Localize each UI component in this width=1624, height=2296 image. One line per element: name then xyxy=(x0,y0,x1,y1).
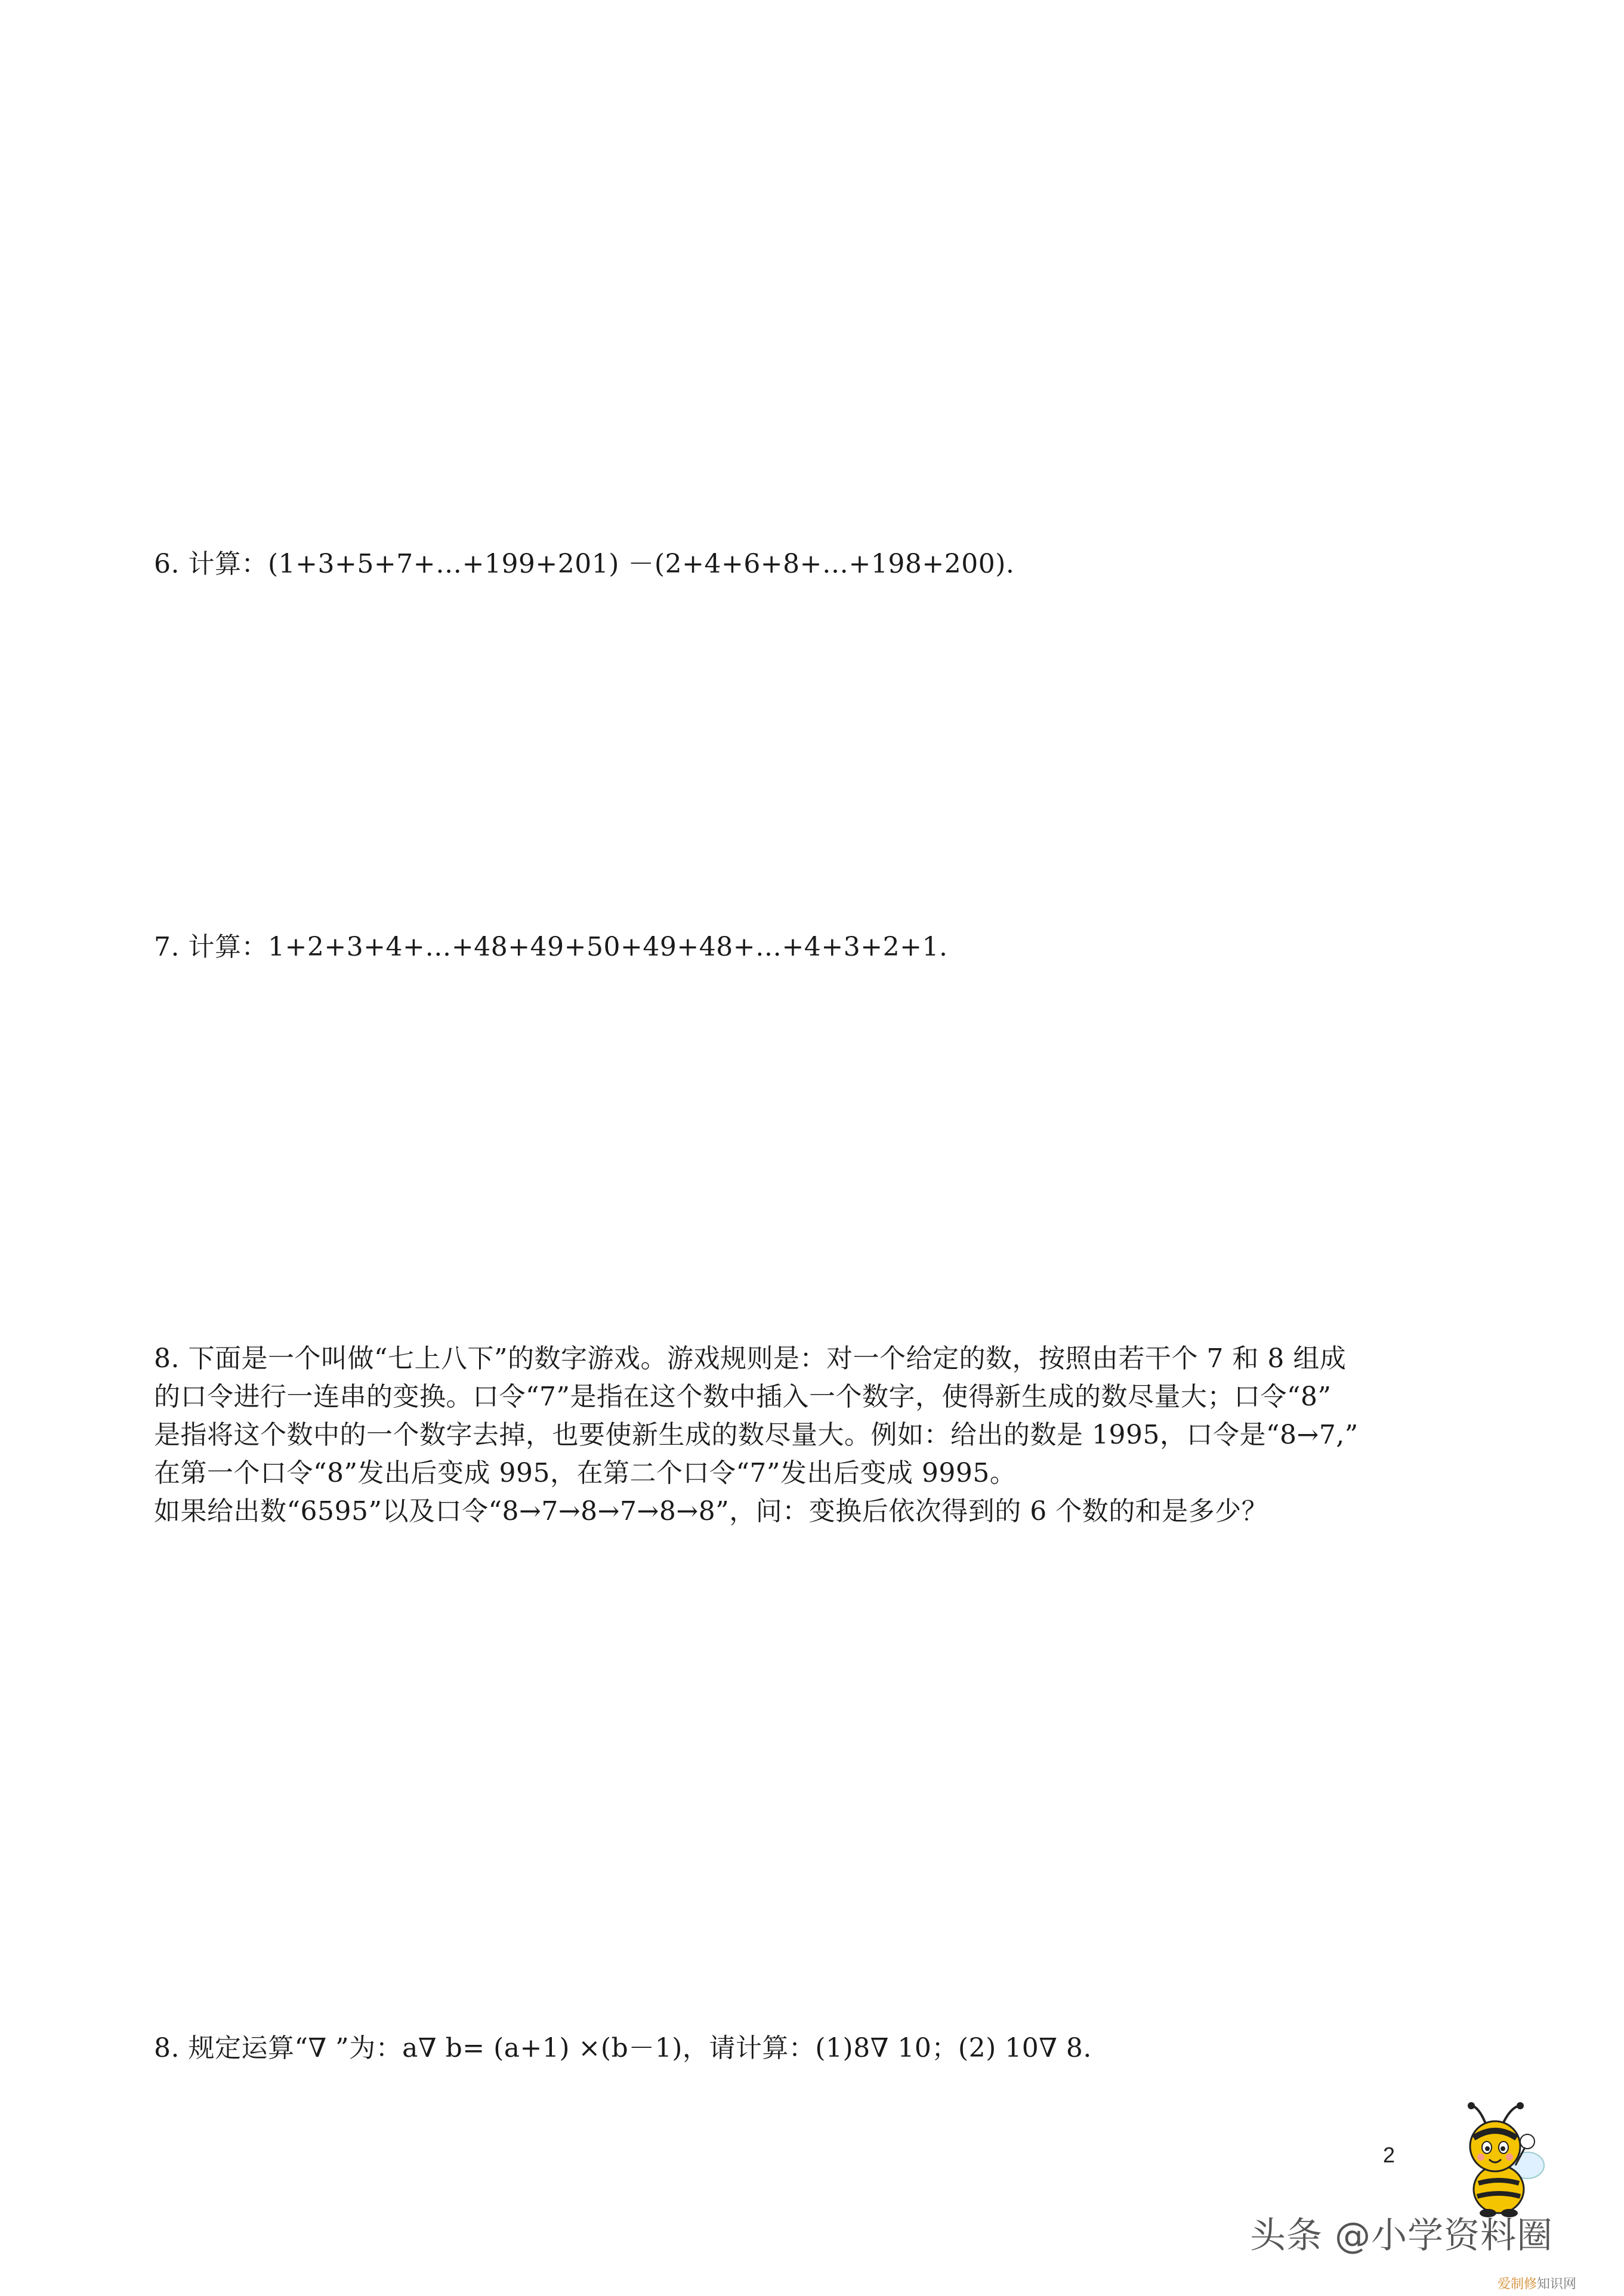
site-watermark-part-2: 知识网 xyxy=(1537,2277,1577,2292)
question-8-number-game xyxy=(154,1340,1490,1531)
question-8-line-5: 如果给出数“6595”以及口令“8→7→8→7→8→8”，问：变换后依次得到的 6 个数的和是多少？ xyxy=(154,1496,1268,1526)
question-8-line-4: 在第一个口令“8”发出后变成 995，在第二个口令“7”发出后变成 9995。 xyxy=(154,1458,1017,1488)
watermark-text: 头条 @小学资料圈 xyxy=(1250,2215,1554,2257)
bee-mascot-icon xyxy=(1444,2100,1551,2219)
question-6: 6. 计算：(1+3+5+7+…+199+201) －(2+4+6+8+…+198+200). xyxy=(154,549,1015,579)
question-7: 7. 计算：1+2+3+4+…+48+49+50+49+48+…+4+3+2+1. xyxy=(154,932,948,962)
question-8-line-3: 是指将这个数中的一个数字去掉，也要使新生成的数尽量大。例如：给出的数是 1995，口令是“8→7,” xyxy=(154,1420,1359,1450)
site-watermark-part-1: 爱制修 xyxy=(1498,2277,1537,2292)
page-number: 2 xyxy=(1383,2143,1395,2167)
question-8-line-1: 8. 下面是一个叫做“七上八下”的数字游戏。游戏规则是：对一个给定的数，按照由若干个 7 和 8 组成 xyxy=(154,1343,1347,1374)
question-8-line-2: 的口令进行一连串的变换。口令“7”是指在这个数中插入一个数字，使得新生成的数尽量大；口令“8” xyxy=(154,1382,1332,1412)
site-watermark xyxy=(1498,2274,1576,2292)
question-8-operation: 8. 规定运算“∇ ”为：a∇ b= (a+1) ×(b－1)，请计算：(1)8∇ 10；(2) 10∇ 8. xyxy=(154,2033,1092,2063)
